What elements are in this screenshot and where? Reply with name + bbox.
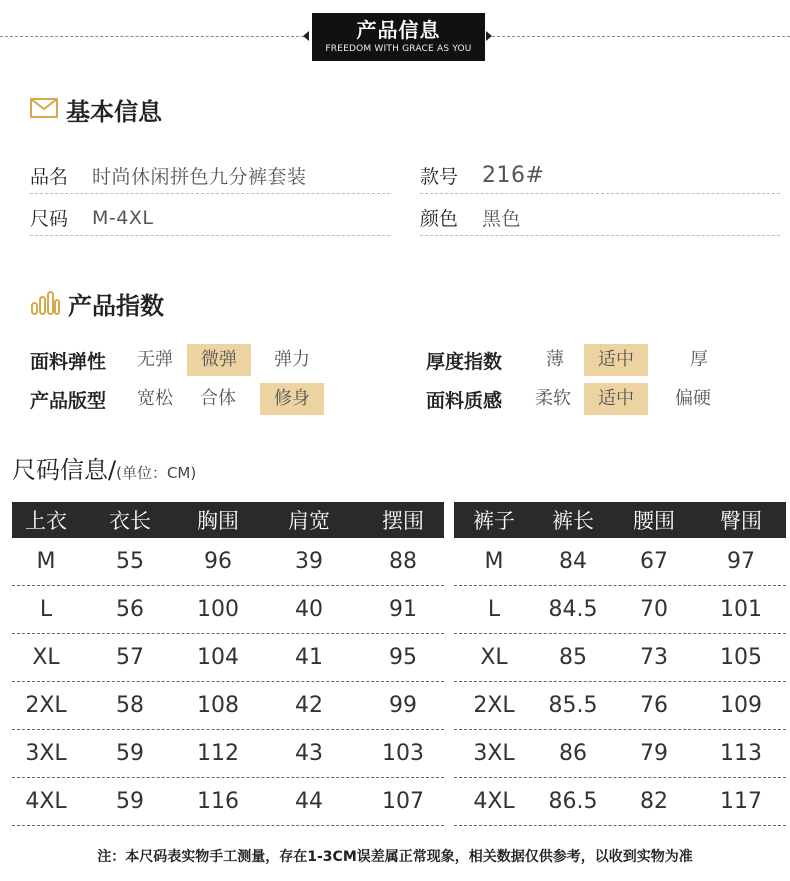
measurement-cell: 85: [559, 645, 587, 670]
measurement-cell: 104: [197, 645, 239, 670]
table-row: [12, 730, 444, 778]
measurement-cell: 116: [197, 789, 239, 814]
measurement-cell: 97: [727, 549, 755, 574]
column-header: 裤子: [473, 509, 515, 533]
table-row: [454, 682, 786, 730]
index-option-selected: 修身: [260, 383, 324, 415]
info-value: 216#: [482, 163, 545, 188]
size-label-cell: 3XL: [25, 741, 67, 766]
measurement-cell: 112: [197, 741, 239, 766]
index-row-fit: [30, 383, 390, 415]
measurement-cell: 103: [382, 741, 424, 766]
table-row: [454, 586, 786, 634]
info-key: 尺码: [30, 208, 69, 230]
measurement-cell: 67: [640, 549, 668, 574]
column-header: 上衣: [25, 509, 67, 533]
size-info-title: 尺码信息/: [12, 456, 117, 484]
info-row-name: [30, 158, 390, 194]
size-label-cell: M: [36, 549, 56, 574]
info-value: 时尚休闲拼色九分裤套装: [92, 166, 307, 188]
measurement-cell: 107: [382, 789, 424, 814]
index-option: 宽松: [137, 388, 173, 409]
product-index-heading: [30, 286, 164, 321]
index-option: 合体: [200, 388, 236, 409]
table-row: [454, 538, 786, 586]
column-header: 衣长: [109, 509, 151, 533]
measurement-cell: 42: [295, 693, 323, 718]
basic-info-title: 基本信息: [66, 98, 162, 126]
info-value: 黑色: [482, 208, 522, 230]
size-label-cell: 2XL: [25, 693, 67, 718]
measurement-cell: 86: [559, 741, 587, 766]
size-info-unit: (单位：CM): [116, 464, 197, 482]
measurement-cell: 79: [640, 741, 668, 766]
info-row-color: [420, 200, 780, 236]
measurement-cell: 56: [116, 597, 144, 622]
size-label-cell: L: [487, 597, 501, 622]
measurement-cell: 76: [640, 693, 668, 718]
index-option: 柔软: [535, 388, 571, 409]
index-key: 面料弹性: [30, 350, 107, 373]
header-arrow-left-icon: [303, 31, 309, 41]
bar-chart-icon: [30, 289, 60, 319]
measurement-cell: 41: [295, 645, 323, 670]
measurement-cell: 105: [720, 645, 762, 670]
info-row-style-no: [420, 158, 780, 194]
table-row: [12, 682, 444, 730]
table-row: [12, 634, 444, 682]
index-key: 产品版型: [30, 389, 107, 412]
size-label-cell: 3XL: [473, 741, 515, 766]
column-header: 裤长: [552, 509, 594, 533]
product-index-title: 产品指数: [68, 292, 164, 320]
index-row-elasticity: [30, 344, 390, 376]
index-option: 厚: [690, 349, 708, 370]
index-option: 无弹: [137, 349, 173, 370]
index-row-thickness: [426, 344, 766, 376]
table-header: [12, 502, 444, 538]
column-header: 胸围: [197, 509, 239, 533]
measurement-cell: 96: [204, 549, 232, 574]
index-option-selected: 适中: [584, 344, 648, 376]
top-size-table: [12, 502, 444, 826]
measurement-cell: 95: [389, 645, 417, 670]
measurement-cell: 73: [640, 645, 668, 670]
measurement-cell: 109: [720, 693, 762, 718]
index-option: 薄: [546, 349, 564, 370]
table-row: [12, 586, 444, 634]
table-row: [12, 778, 444, 826]
header-divider-left: [0, 36, 304, 37]
index-option-selected: 微弹: [187, 344, 251, 376]
table-body: [12, 538, 444, 826]
measurement-cell: 91: [389, 597, 417, 622]
index-key: 面料质感: [426, 389, 503, 412]
measurement-cell: 100: [197, 597, 239, 622]
column-header: 臀围: [720, 509, 762, 533]
table-row: [454, 778, 786, 826]
measurement-cell: 84.5: [548, 597, 598, 622]
info-row-size: [30, 200, 390, 236]
measurement-cell: 99: [389, 693, 417, 718]
info-key: 颜色: [420, 208, 459, 230]
size-label-cell: 4XL: [25, 789, 67, 814]
measurement-cell: 59: [116, 741, 144, 766]
column-header: 摆围: [382, 509, 424, 533]
measurement-cell: 44: [295, 789, 323, 814]
size-info-heading: [12, 450, 196, 485]
index-option-selected: 适中: [584, 383, 648, 415]
measurement-cell: 85.5: [548, 693, 598, 718]
measurement-cell: 55: [116, 549, 144, 574]
measurement-cell: 58: [116, 693, 144, 718]
size-label-cell: XL: [480, 645, 508, 670]
size-label-cell: L: [39, 597, 53, 622]
table-header: [454, 502, 786, 538]
info-key: 款号: [420, 166, 459, 188]
measurement-cell: 39: [295, 549, 323, 574]
basic-info-heading: [30, 92, 162, 127]
size-label-cell: M: [484, 549, 504, 574]
size-label-cell: 2XL: [473, 693, 515, 718]
pants-size-table: [454, 502, 786, 826]
measurement-cell: 84: [559, 549, 587, 574]
measurement-cell: 43: [295, 741, 323, 766]
index-row-texture: [426, 383, 766, 415]
index-option: 偏硬: [675, 388, 711, 409]
column-header: 腰围: [633, 509, 675, 533]
measurement-cell: 82: [640, 789, 668, 814]
measurement-cell: 88: [389, 549, 417, 574]
measurement-cell: 113: [720, 741, 762, 766]
measurement-cell: 57: [116, 645, 144, 670]
info-key: 品名: [30, 166, 69, 188]
measurement-cell: 117: [720, 789, 762, 814]
column-header: 肩宽: [288, 509, 330, 533]
measurement-cell: 108: [197, 693, 239, 718]
table-row: [12, 538, 444, 586]
index-option: 弹力: [274, 349, 310, 370]
size-label-cell: XL: [32, 645, 60, 670]
header-banner: [312, 13, 485, 61]
header-subtitle: FREEDOM WITH GRACE AS YOU: [325, 44, 472, 54]
measurement-cell: 101: [720, 597, 762, 622]
table-row: [454, 634, 786, 682]
size-label-cell: 4XL: [473, 789, 515, 814]
table-row: [454, 730, 786, 778]
index-key: 厚度指数: [426, 350, 503, 373]
table-body: [454, 538, 786, 826]
header-title: 产品信息: [356, 18, 441, 42]
measurement-cell: 86.5: [548, 789, 598, 814]
measurement-cell: 40: [295, 597, 323, 622]
info-value: M-4XL: [92, 206, 154, 229]
measurement-note: 注：本尺码表实物手工测量，存在1-3CM误差属正常现象，相关数据仅供参考，以收到实物为准: [97, 849, 693, 865]
measurement-cell: 70: [640, 597, 668, 622]
envelope-icon: [30, 98, 58, 122]
measurement-cell: 59: [116, 789, 144, 814]
header-divider-right: [492, 36, 790, 37]
